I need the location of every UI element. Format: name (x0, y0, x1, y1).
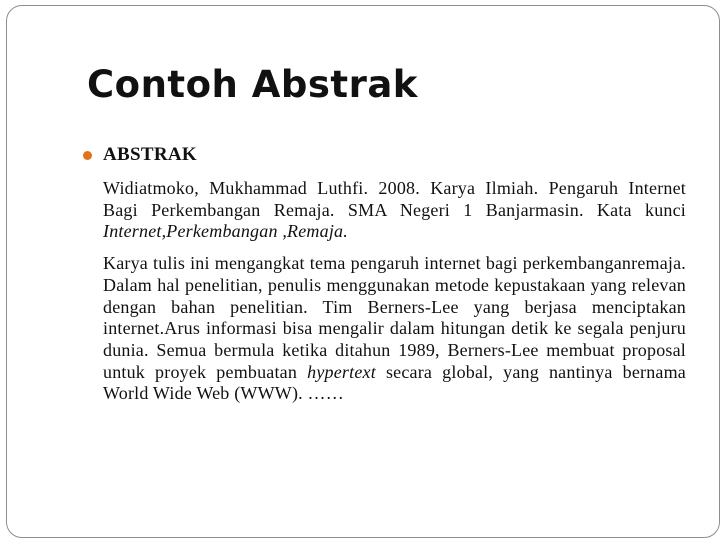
abstract-body-paragraph (103, 253, 686, 405)
bullet-dot-icon (83, 151, 92, 160)
slide-title: Contoh Abstrak (87, 63, 418, 106)
citation-text: Widiatmoko, Mukhammad Luthfi. 2008. Karya Ilmiah. Pengaruh Internet Bagi Perkembangan Remaja. SMA Negeri 1 Banjarmasin. Kata kunci (103, 178, 686, 220)
body-text-before: Karya tulis ini mengangkat tema pengaruh internet bagi perkembanganremaja. Dalam hal penelitian, penulis menggunakan metode kepustakaan yang relevan dengan bahan penelitian. Tim Berners-Lee yang berjasa menciptakan internet.Arus informasi bisa mengalir dalam hitungan detik ke segala penjuru dunia. Semua bermula ketika ditahun 1989, Berners-Lee membuat proposal untuk proyek pembuatan (103, 253, 686, 382)
hypertext-term: hypertext (307, 361, 376, 382)
slide-body (83, 142, 686, 405)
bullet-label: ABSTRAK (103, 144, 197, 165)
keywords-text: Internet,Perkembangan ,Remaja. (103, 221, 348, 242)
abstract-citation-paragraph (103, 178, 686, 243)
bullet-item-abstrak (83, 142, 686, 168)
body-text-after: secara global, yang nantinya bernama World Wide Web (WWW). …… (103, 361, 686, 404)
